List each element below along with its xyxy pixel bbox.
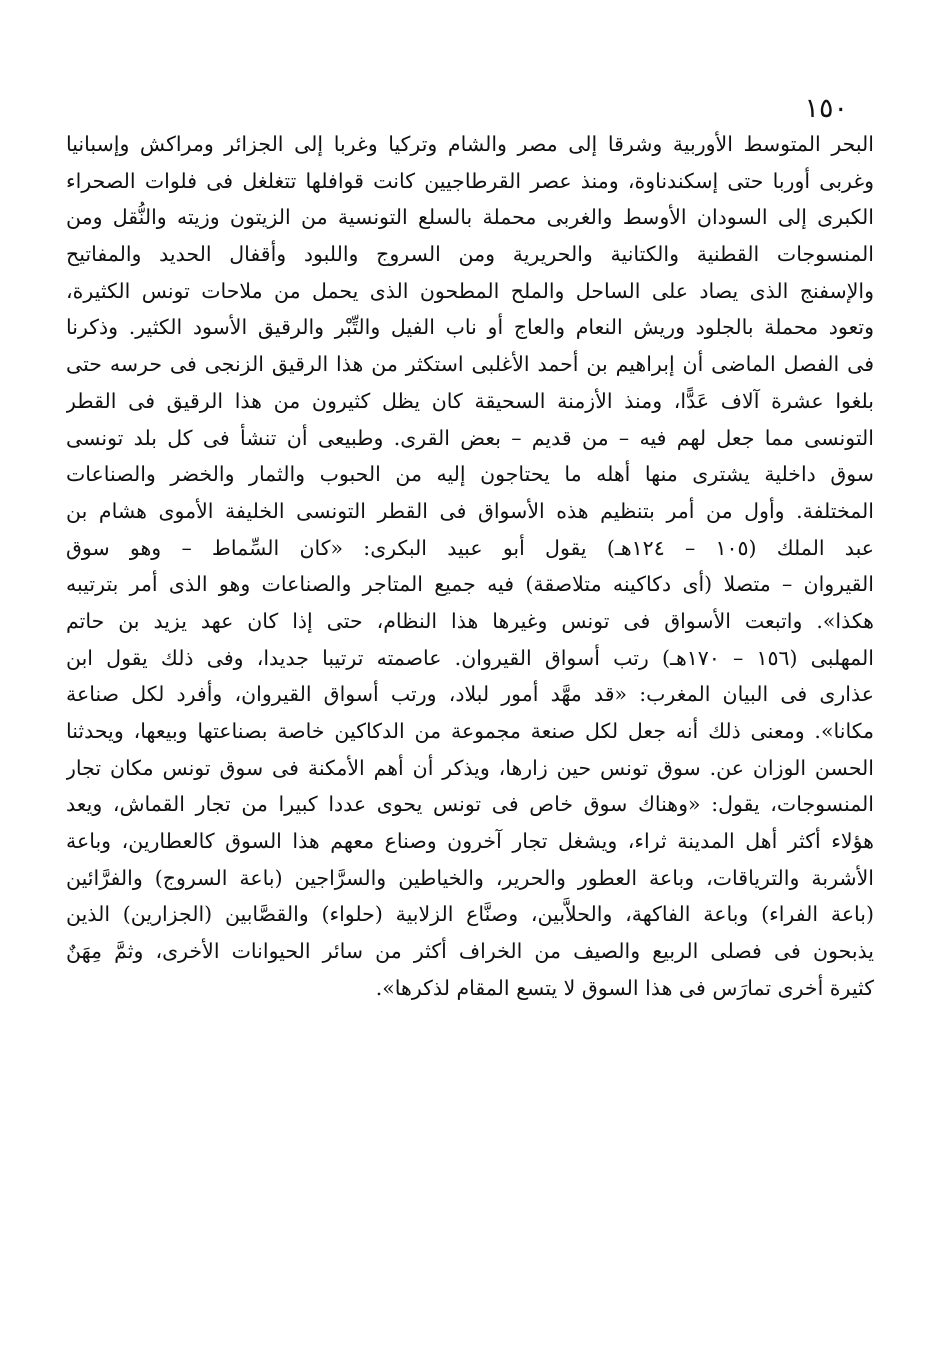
text-line: الحسن الوزان عن. سوق تونس حين زارها، ويذكر أن أهم الأمكنة فى سوق تونس مكان تجار: [66, 755, 874, 780]
text-line: يذبحون فى فصلى الربيع والصيف من الخراف أكثر من سائر الحيوانات الأخرى، وثمَّ مِهَنٌ: [66, 939, 874, 964]
text-line: هكذا». واتبعت الأسواق فى تونس وغيرها هذا النظام، حتى إذا كان عهد يزيد بن حاتم: [66, 608, 874, 633]
text-line: المهلبى (١٥٦ – ١٧٠هـ) رتب أسواق القيروان. عاصمته ترتيبا جديدا، وفى ذلك يقول ابن: [66, 645, 874, 670]
text-line: فى الفصل الماضى أن إبراهيم بن أحمد الأغلبى استكثر من هذا الرقيق الزنجى فى حرسه حتى: [66, 352, 874, 377]
text-line: سوق داخلية يشترى منها أهله ما يحتاجون إليه من الحبوب والثمار والخضر والصناعات: [66, 462, 874, 487]
text-line: عذارى فى البيان المغرب: «قد مهَّد أمور لبلاد، ورتب أسواق القيروان، وأفرد لكل صناعة: [66, 682, 874, 707]
text-line: المنسوجات القطنية والكتانية والحريرية ومن السروج واللبود وأقفال الحديد والمفاتيح: [66, 242, 874, 267]
text-line: البحر المتوسط الأوربية وشرقا إلى مصر والشام وتركيا وغربا إلى الجزائر ومراكش وإسبانيا: [66, 132, 874, 156]
body-text: [66, 126, 874, 1007]
text-line: عبد الملك (١٠٥ – ١٢٤هـ) يقول أبو عبيد البكرى: «كان السِّماط – وهو سوق: [66, 535, 874, 560]
text-line: المنسوجات، يقول: «وهناك سوق خاص فى تونس يحوى عددا كبيرا من تجار القماش، ويعد: [66, 792, 874, 817]
text-line: القيروان – متصلا (أى دكاكينه متلاصقة) فيه جميع المتاجر والصناعات وهو الذى أمر بترتيبه: [66, 572, 874, 597]
text-line: كثيرة أخرى تمارَس فى هذا السوق لا يتسع المقام لذكرها».: [375, 975, 874, 1000]
text-line: الأشربة والترياقات، وباعة العطور والحرير، والخياطين والسرَّاجين (باعة السروج) والفرَّائين: [66, 865, 874, 890]
page-number: ١٥٠: [804, 93, 848, 124]
text-line: مكانا». ومعنى ذلك أنه جعل لكل صنعة مجموعة من الدكاكين خاصة بصناعتها وبيعها، ويحدثنا: [66, 719, 874, 743]
text-line: والإسفنج الذى يصاد على الساحل والملح المطحون الذى يحمل من ملاحات تونس الكثيرة،: [66, 278, 874, 303]
text-line: وتعود محملة بالجلود وريش النعام والعاج أو ناب الفيل والتِّبْر والرقيق الأسود الكثير. وذكرنا: [66, 315, 874, 340]
text-line: الكبرى إلى السودان الأوسط والغربى محملة بالسلع التونسية من الزيتون وزيته والنُّقل ومن: [66, 205, 874, 230]
text-line: (باعة الفراء) وباعة الفاكهة، والحلاَّبين، وصنَّاع الزلابية (حلواء) والقصَّابين (الجزارين) الذين: [66, 902, 874, 927]
text-line: التونسى مما جعل لهم فيه – من قديم – بعض القرى. وطبيعى أن تنشأ فى كل بلد تونسى: [66, 425, 874, 450]
text-line: بلغوا عشرة آلاف عَدًّا، ومنذ الأزمنة السحيقة كان يظل كثيرون من هذا الرقيق فى القطر: [66, 388, 874, 413]
text-line: وغربى أوربا حتى إسكندناوة، ومنذ عصر القرطاجيين كانت قوافلها تتغلغل فى فلوات الصحراء: [66, 168, 874, 193]
text-line: هؤلاء أكثر أهل المدينة ثراء، ويشغل تجار آخرون وصناع معهم هذا السوق كالعطارين، وباعة: [66, 829, 874, 854]
text-line: المختلفة. وأول من أمر بتنظيم هذه الأسواق فى القطر التونسى الخليفة الأموى هشام بن: [66, 498, 874, 523]
